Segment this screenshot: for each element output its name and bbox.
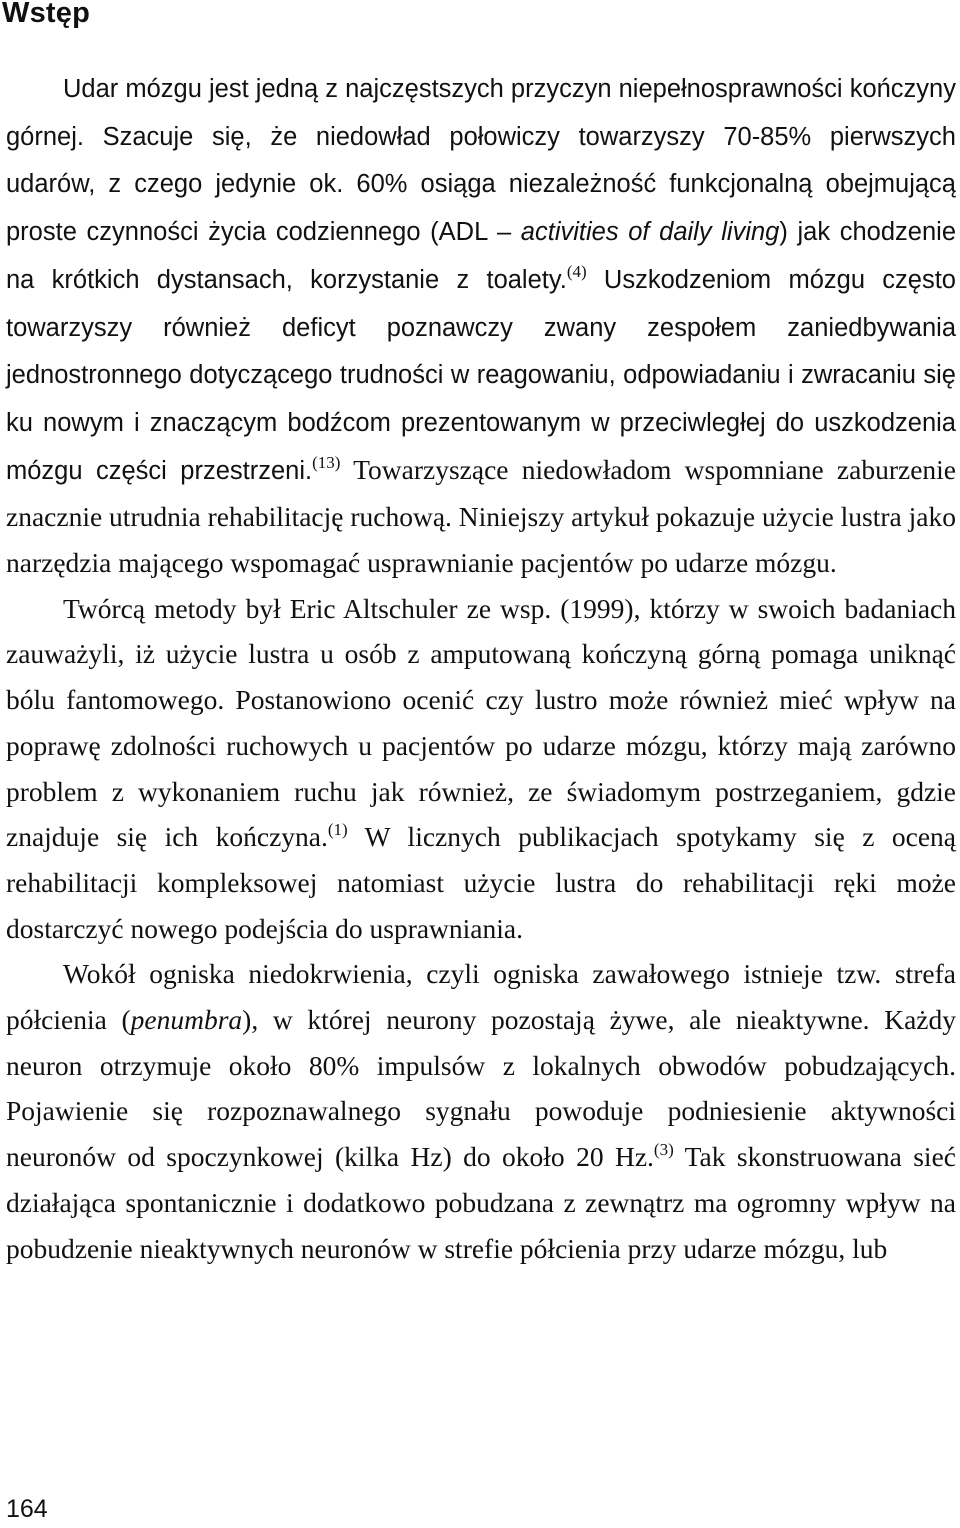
paragraph-intro-sentence-1-end: ) jak chodzenie na krótkich dystansach, korzystanie z toalety. xyxy=(6,218,957,294)
paragraph-method-origin xyxy=(6,586,956,952)
paragraph-intro-sentence-3: Towarzyszące niedowładom wspomniane zaburzenie znacznie utrudnia rehabilitację ruchową. Niniejszy artykuł pokazuje użycie lustra jako narzędzia mającego wspomagać usprawnianie pacjentów po udarze mózgu. xyxy=(6,453,956,579)
paragraph-intro xyxy=(6,65,956,586)
page-number: 164 xyxy=(6,1495,48,1523)
citation-ref: (4) xyxy=(566,261,587,281)
paragraph-penumbra-sentence-1-end: ), w której neurony pozostają żywe, ale nieaktywne. Każdy neuron otrzymuje około 80% impulsów z lokalnych obwodów pobudzających. Pojawienie się rozpoznawalnego sygnału powoduje podniesienie aktywności neuronów od spoczynkowej (kilka Hz) do około 20 Hz. xyxy=(6,1004,956,1173)
paragraph-penumbra xyxy=(6,951,956,1271)
paragraph-method-origin-sentence-1: Twórcą metody był Eric Altschuler ze wsp. (1999), którzy w swoich badaniach zauważyli, iż użycie lustra u osób z amputowaną kończyną górną pomaga uniknąć bólu fantomowego. Postanowiono ocenić czy lustro może również mieć wpływ na poprawę zdolności ruchowych u pacjentów po udarze mózgu, którzy mają zarówno problem z wykonaniem ruchu jak również, ze świadomym postrzeganiem, gdzie znajduje się ich kończyna. xyxy=(6,592,956,853)
citation-ref: (3) xyxy=(653,1140,674,1160)
paragraph-penumbra-italic-term: penumbra xyxy=(130,1004,243,1036)
paragraph-intro-sentence-2: Uszkodzeniom mózgu często towarzyszy również deficyt poznawczy zwany zespołem zaniedbywania jednostronnego dotyczącego trudności w reagowaniu, odpowiadaniu i zwracaniu się ku nowym i znaczącym bodźcom prezentowanym w przeciwległej do uszkodzenia mózgu części przestrzeni. xyxy=(6,265,956,485)
paragraph-intro-italic-term: activities of daily living xyxy=(520,218,780,247)
paragraph-intro-sentence-1: Udar mózgu jest jedną z najczęstszych przyczyn niepełnosprawności kończyny górnej. Szacuje się, że niedowład połowiczy towarzyszy 70-85% pierwszych udarów, z czego jedynie ok. 60% osiąga niezależność funkcjonalną obejmującą proste czynności życia codziennego (ADL – xyxy=(6,75,956,247)
section-heading: Wstęp xyxy=(2,0,90,29)
citation-ref: (1) xyxy=(327,820,348,840)
paragraph-penumbra-sentence-1: Wokół ogniska niedokrwienia, czyli ogniska zawałowego istnieje tzw. strefa półcienia ( xyxy=(6,958,956,1036)
paragraph-penumbra-sentence-2: Tak skonstruowana sieć działająca spontanicznie i dodatkowo pobudzana z zewnątrz ma ogromny wpływ na pobudzenie nieaktywnych neuronów w strefie półcienia przy udarze mózgu, lub xyxy=(6,1141,956,1264)
paragraph-method-origin-sentence-2: W licznych publikacjach spotykamy się z oceną rehabilitacji kompleksowej natomiast użycie lustra do rehabilitacji ręki może dostarczyć nowego podejścia do usprawniania. xyxy=(6,821,956,944)
article-body xyxy=(6,65,956,1271)
citation-ref: (13) xyxy=(312,452,341,472)
